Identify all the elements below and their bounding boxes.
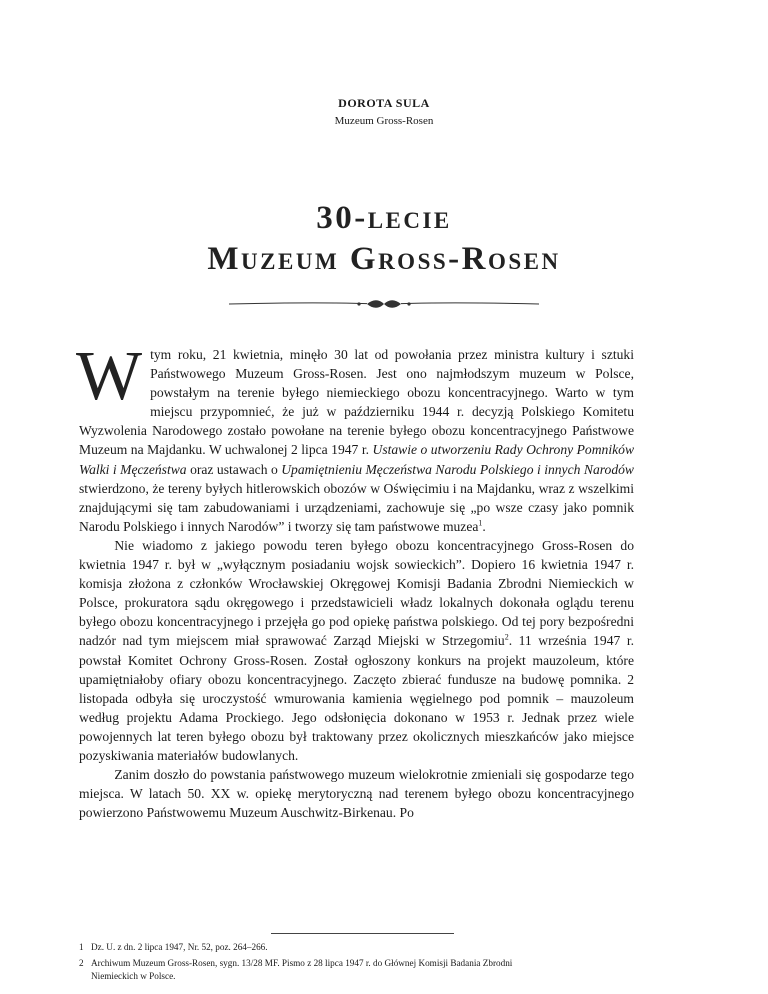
footnote-1 [79, 941, 634, 954]
paragraph-1-end: . [482, 518, 486, 534]
footnote-separator [271, 933, 454, 934]
paragraph-1-text-c: stwierdzono, że tereny byłych hitlerowskich obozów w Oświęcimiu i na Majdanku, wraz z wszelkimi znajdującymi się tam zabudowaniami i urządzeniami, zachowuje się „po wsze czasy jako pomnik Narodu Polskiego i innych Narodów” i tworzy się tam państwowe muzea [79, 480, 634, 534]
footnote-2-text: Archiwum Muzeum Gross-Rosen, sygn. 13/28 MF. Pismo z 28 lipca 1947 r. do Głównej Komisji Badania Zbrodni [91, 958, 513, 968]
paragraph-2-text-b: . 11 września 1947 r. powstał Komitet Ochrony Gross-Rosen. Został ogłoszony konkurs na projekt mauzoleum, które upamiętniałoby ofiary obozu koncentracyjnego. Zaczęto zbierać fundusze na budowę pomnika. 2 listopada odbyła się uroczystość wmurowania kamienia węgielnego pod pomnik – mauzoleum według projektu Adama Prockiego. Jego odsłonięcia dokonano w 1953 r. Jednak przez wiele powojennych lat teren byłego obozu był traktowany przez okolicznych mieszkańców jako miejsce pozyskiwania materiałów budowlanych. [79, 633, 634, 763]
paragraph-1 [76, 338, 635, 536]
footnote-ref-2[interactable]: 2 [504, 632, 509, 642]
paragraph-3-text: Zanim doszło do powstania państwowego muzeum wielokrotnie zmieniali się gospodarze tego miejsca. W latach 50. XX w. opiekę merytoryczną nad terenem byłego obozu koncentracyjnego powierzono Państwowemu Muzeum Auschwitz-Birkenau. Po [79, 767, 634, 821]
author-name: DOROTA SULA [338, 96, 430, 110]
paragraph-2 [79, 536, 634, 765]
paragraph-1-text-a: tym roku, 21 kwietnia, minęło 30 lat od powołania przez ministra kultury i sztuki Państwowego Muzeum Gross-Rosen. Jest ono najmłodszym muzeum w Polsce, powstałym na terenie byłego niemieckiego obozu koncentracyjnego. Warto w tym miejscu przypomnieć, że już w październiku 1944 r. decyzją Polskiego Komitetu Wyzwolenia Narodowego zostało powołane na terenie byłego obozu koncentracyjnego Państwowe Muzeum na Majdanku. W uchwalonej 2 lipca 1947 r. [79, 347, 634, 458]
ornament-divider-icon [227, 297, 541, 311]
footnote-2-number: 2 [79, 958, 84, 968]
drop-cap: W [76, 338, 143, 415]
article-title-line-1: 30-lecie [316, 200, 452, 236]
author-affiliation: Muzeum Gross-Rosen [334, 115, 434, 127]
footnote-2 [79, 957, 634, 983]
paragraph-2-text-a: Nie wiadomo z jakiego powodu teren byłego obozu koncentracyjnego Gross-Rosen do kwietnia 1947 r. był w „wyłącznym posiadaniu wojsk sowieckich”. Dopiero 16 kwietnia 1947 r. komisja złożona z członków Wrocławskiej Okręgowej Komisji Badania Zbrodni Niemieckich w Polsce, prokuratora sądu okręgowego i przedstawicieli władz lokalnych dokonała oglądu terenu byłego obozu koncentracyjnego i przejęła go pod opiekę państwa polskiego. Od tej pory bezpośredni nadzór nad tym miejscem miał sprawować Zarząd Miejski w Strzegomiu [79, 537, 634, 649]
paragraph-3 [79, 765, 634, 822]
footnote-2-continuation: Niemieckich w Polsce. [91, 971, 176, 981]
law-title-2: Upamiętnieniu Męczeństwa Narodu Polskiego i innych Narodów [281, 461, 634, 477]
law-title-1: Ustawie o utworzeniu Rady Ochrony Pomników Walki i Męczeństwa [79, 442, 635, 477]
footnote-ref-1[interactable]: 1 [478, 518, 483, 528]
footnote-1-text: Dz. U. z dn. 2 lipca 1947, Nr. 52, poz. 264–266. [91, 942, 268, 952]
paragraph-1-text-b: oraz ustawach o [190, 461, 278, 477]
article-body [76, 338, 635, 822]
article-title-line-2: Muzeum Gross-Rosen [207, 241, 561, 277]
footnote-1-number: 1 [79, 942, 84, 952]
